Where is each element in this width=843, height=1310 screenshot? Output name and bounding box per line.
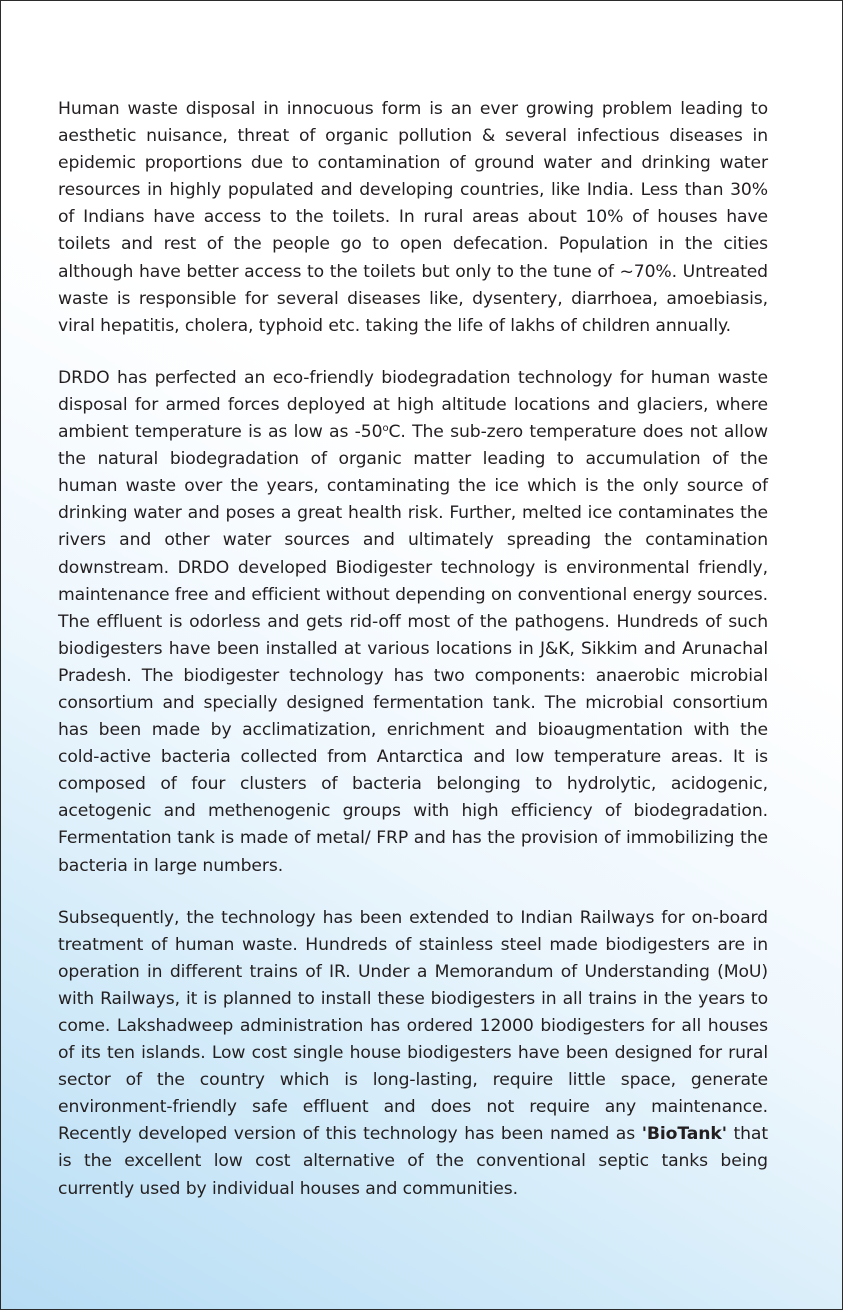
document-body bbox=[58, 96, 768, 1228]
degree-symbol: o bbox=[382, 423, 389, 435]
paragraph-2-text-end: C. The sub-zero temperature does not allow the natural biodegradation of organic matter leading to accumulation of the human waste over the years, contaminating the ice which is the only source of drinking water and poses a great health risk. Further, melted ice contaminates the rivers and other water sources and ultimately spreading the contamination downstream. DRDO developed Biodigester technology is environmental friendly, maintenance free and efficient without depending on conventional energy sources. The effluent is odorless and gets rid-off most of the pathogens. Hundreds of such biodigesters have been installed at various locations in J&K, Sikkim and Arunachal Pradesh. The biodigester technology has two components: anaerobic microbial consortium and specially designed fermentation tank. The microbial consortium has been made by acclimatization, enrichment and bioaugmentation with the cold-active bacteria collected from Antarctica and low temperature areas. It is composed of four clusters of bacteria belonging to hydrolytic, acidogenic, acetogenic and methenogenic groups with high efficiency of biodegradation. Fermentation tank is made of metal/ FRP and has the provision of immobilizing the bacteria in large numbers. bbox=[58, 422, 768, 876]
paragraph-2-text-start: DRDO has perfected an eco-friendly biodegradation technology for human waste disposal for armed forces deployed at high altitude locations and glaciers, where ambient temperature is as low as -50 bbox=[58, 367, 768, 443]
paragraph-3-text-start: Subsequently, the technology has been extended to Indian Railways for on-board treatment of human waste. Hundreds of stainless steel made biodigesters are in operation in different trains of IR. Under a Memorandum of Understanding (MoU) with Railways, it is planned to install these biodigesters in all trains in the years to come. Lakshadweep administration has ordered 12000 biodigesters for all houses of its ten islands. Low cost single house biodigesters have been designed for rural sector of the country which is long-lasting, require little space, generate environment-friendly safe effluent and does not require any maintenance. Recently developed version of this technology has been named as bbox=[58, 907, 768, 1145]
paragraph-railways-biotank bbox=[58, 905, 768, 1203]
paragraph-3-text-end: that is the excellent low cost alternative of the conventional septic tanks being currently used by individual houses and communities. bbox=[58, 1124, 768, 1199]
paragraph-human-waste-problem bbox=[58, 96, 768, 340]
paragraph-drdo-biodigester bbox=[58, 365, 768, 880]
biotank-name: 'BioTank' bbox=[641, 1124, 727, 1145]
paragraph-1-text: Human waste disposal in innocuous form is an ever growing problem leading to aesthetic nuisance, threat of organic pollution & several infectious diseases in epidemic proportions due to contamination of ground water and drinking water resources in highly populated and developing countries, like India. Less than 30% of Indians have access to the toilets. In rural areas about 10% of houses have toilets and rest of the people go to open defecation. Population in the cities although have better access to the toilets but only to the tune of ~70%. Untreated waste is responsible for several diseases like, dysentery, diarrhoea, amoebiasis, viral hepatitis, cholera, typhoid etc. taking the life of lakhs of children annually. bbox=[58, 99, 768, 336]
